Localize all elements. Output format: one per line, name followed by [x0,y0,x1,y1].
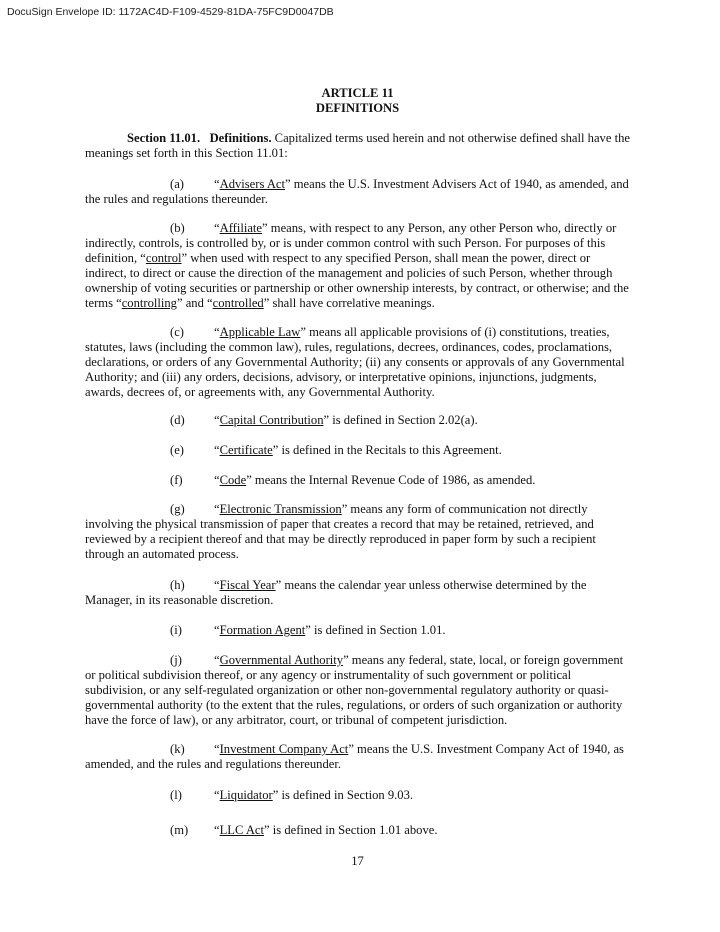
defined-term: Governmental Authority [219,653,344,667]
envelope-id: DocuSign Envelope ID: 1172AC4D-F109-4529-81DA-75FC9D0047DB [7,6,334,18]
definition-label: (l) [170,788,182,802]
definition-text: ” when used with respect to any specified Person, shall mean the power, direct or indirect, to direct or cause the direction of the management and policies of such Person, whether through ownership of voting securities or partnership or other ownership interests, by contract, or otherwise; and the terms “ [85,251,629,310]
definition-label: (g) [170,502,185,516]
defined-term: control [145,251,182,265]
definition-text: ” means all applicable provisions of (i) constitutions, treaties, statutes, laws (including the common law), rules, regulations, decrees, ordinances, codes, proclamations, declarations, or orders of any Governmental Authority; (ii) any consents or approvals of any Governmental Authority; and (iii) any orders, decisions, advisory, or interpretative opinions, injunctions, judgments, awards, decrees of, or agreements with, any Governmental Authority. [85,325,625,399]
definition-label: (i) [170,623,182,637]
definition-f [85,473,630,488]
definition-label: (a) [170,177,184,191]
defined-term: Capital Contribution [219,413,324,427]
definition-label: (j) [170,653,182,667]
defined-term: Investment Company Act [219,742,349,756]
open-quote: “ [214,221,220,235]
defined-term: Electronic Transmission [219,502,342,516]
definition-label: (c) [170,325,184,339]
definition-label: (e) [170,443,184,457]
definition-text: ” means any federal, state, local, or foreign government or political subdivision thereof, or any agency or instrumentality of such government or political subdivision, or any self-regulated organization or other non-governmental regulatory authority or quasi-governmental authority (to the extent that the rules, regulations, or orders of such organization or authority have the force of law), or any arbitrator, court, or tribunal of competent jurisdiction. [85,653,624,727]
defined-term: Code [219,473,247,487]
definition-label: (h) [170,578,185,592]
defined-term: Advisers Act [219,177,286,191]
definition-e [85,443,630,458]
definition-text: ” shall have correlative meanings. [263,296,435,310]
open-quote: “ [214,788,220,802]
open-quote: “ [214,623,220,637]
section-number: Section 11.01. [127,131,201,145]
article-title: ARTICLE 11 [321,86,394,100]
section-intro [85,131,630,161]
section-intro-text: Capitalized terms used herein and not otherwise defined shall have the meanings set forth in this Section 11.01: [85,131,630,160]
definition-text: ” is defined in Section 1.01 above. [264,823,438,837]
definition-label: (b) [170,221,185,235]
definition-label: (d) [170,413,185,427]
definition-c [85,325,630,400]
article-subtitle: DEFINITIONS [315,101,400,115]
definition-g [85,502,630,562]
definition-text: ” means, with respect to any Person, any other Person who, directly or indirectly, controls, is controlled by, or is under common control with such Person. For purposes of this definition, “ [85,221,617,265]
open-quote: “ [214,443,220,457]
open-quote: “ [214,413,220,427]
section-heading: Definitions. [209,131,272,145]
definition-h [85,578,630,608]
definition-text: ” and “ [176,296,213,310]
definition-text: ” is defined in the Recitals to this Agreement. [272,443,502,457]
defined-term: controlled [212,296,264,310]
open-quote: “ [214,823,220,837]
defined-term: controlling [121,296,177,310]
definition-a [85,177,630,207]
open-quote: “ [214,473,220,487]
definition-label: (k) [170,742,185,756]
defined-term: Affiliate [219,221,263,235]
definition-text: ” is defined in Section 1.01. [305,623,446,637]
defined-term: Fiscal Year [219,578,276,592]
definition-i [85,623,630,638]
definition-l [85,788,630,803]
definition-text: ” means the U.S. Investment Company Act of 1940, as amended, and the rules and regulations thereunder. [85,742,624,771]
definition-text: ” means the Internal Revenue Code of 1986, as amended. [246,473,536,487]
defined-term: Certificate [219,443,273,457]
open-quote: “ [214,325,220,339]
defined-term: Formation Agent [219,623,306,637]
definition-text: ” means the calendar year unless otherwise determined by the Manager, in its reasonable discretion. [85,578,587,607]
open-quote: “ [214,502,220,516]
definition-label: (f) [170,473,183,487]
definition-d [85,413,630,428]
definition-j [85,653,630,728]
open-quote: “ [214,742,220,756]
definition-m [85,823,630,838]
definition-k [85,742,630,772]
definition-b [85,221,630,311]
definition-text: ” means any form of communication not directly involving the physical transmission of paper that creates a record that may be retained, retrieved, and reviewed by a recipient thereof and that may be directly reproduced in paper form by such a recipient through an automated process. [85,502,596,561]
page-number: 17 [351,854,364,868]
definition-text: ” is defined in Section 9.03. [272,788,414,802]
definition-text: ” is defined in Section 2.02(a). [323,413,478,427]
open-quote: “ [214,653,220,667]
defined-term: Liquidator [219,788,273,802]
definition-text: ” means the U.S. Investment Advisers Act of 1940, as amended, and the rules and regulations thereunder. [85,177,629,206]
defined-term: Applicable Law [219,325,301,339]
open-quote: “ [214,578,220,592]
defined-term: LLC Act [219,823,265,837]
open-quote: “ [214,177,220,191]
definition-label: (m) [170,823,189,837]
